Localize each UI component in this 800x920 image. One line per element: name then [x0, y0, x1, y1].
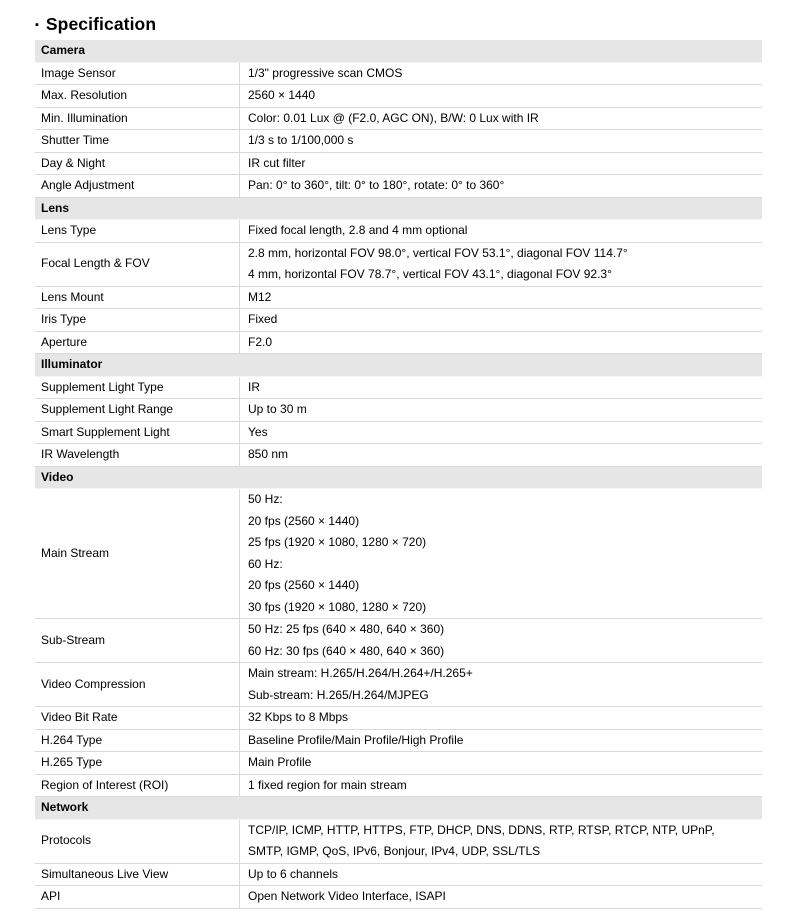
spec-label: Supplement Light Range	[35, 399, 240, 421]
spec-value-line: Up to 6 channels	[248, 866, 339, 881]
spec-row	[35, 85, 762, 108]
spec-row	[35, 63, 762, 86]
square-bullet-icon: ▪	[35, 18, 39, 31]
spec-value-line: Main stream: H.265/H.264/H.264+/H.265+	[248, 666, 473, 680]
spec-value-line: 1/3 s to 1/100,000 s	[248, 133, 354, 147]
spec-value-line: 2.8 mm, horizontal FOV 98.0°, vertical FOV 53.1°, diagonal FOV 114.7°	[248, 245, 628, 260]
spec-value-line: 32 Kbps to 8 Mbps	[248, 710, 349, 724]
spec-row	[35, 775, 762, 798]
spec-label: H.265 Type	[35, 752, 240, 774]
spec-value-line: F2.0	[248, 334, 273, 349]
spec-value	[240, 130, 762, 152]
spec-value	[240, 63, 762, 85]
spec-value-line: 850 nm	[248, 447, 289, 461]
spec-value-line: 1 fixed region for main stream	[248, 777, 407, 792]
spec-value	[240, 820, 762, 863]
spec-value-line: 30 fps (1920 × 1080, 1280 × 720)	[248, 599, 427, 614]
spec-value-line: Baseline Profile/Main Profile/High Profile	[248, 732, 464, 747]
spec-row	[35, 663, 762, 707]
spec-row	[35, 886, 762, 909]
spec-label: H.264 Type	[35, 730, 240, 752]
spec-label: Shutter Time	[35, 130, 240, 152]
spec-label: Iris Type	[35, 309, 240, 331]
section-header-illuminator: Illuminator	[35, 354, 762, 377]
spec-row	[35, 287, 762, 310]
spec-row	[35, 707, 762, 730]
spec-value-line: 60 Hz:	[248, 556, 283, 571]
spec-row	[35, 220, 762, 243]
spec-row	[35, 619, 762, 663]
spec-label: Video Bit Rate	[35, 707, 240, 729]
spec-row	[35, 243, 762, 287]
spec-value-line: Fixed	[248, 312, 278, 326]
spec-value-line: 50 Hz:	[248, 492, 283, 506]
spec-row	[35, 820, 762, 864]
spec-value	[240, 108, 762, 130]
spec-label: Sub-Stream	[35, 619, 240, 662]
spec-value	[240, 287, 762, 309]
spec-value-line: IR cut filter	[248, 155, 306, 170]
spec-label: Main Stream	[35, 489, 240, 618]
page-title-text: Specification	[45, 13, 157, 34]
spec-value-line: 20 fps (2560 × 1440)	[248, 578, 360, 592]
spec-label: Max. Resolution	[35, 85, 240, 107]
spec-row	[35, 108, 762, 131]
spec-row	[35, 730, 762, 753]
spec-value-line: Fixed focal length, 2.8 and 4 mm optional	[248, 223, 468, 237]
spec-value-line: M12	[248, 289, 272, 304]
spec-label: Video Compression	[35, 663, 240, 706]
spec-row	[35, 489, 762, 619]
spec-value	[240, 332, 762, 354]
spec-value	[240, 220, 762, 242]
spec-value-line: Sub-stream: H.265/H.264/MJPEG	[248, 687, 429, 702]
spec-value-line: 2560 × 1440	[248, 88, 316, 102]
spec-value-line: 20 fps (2560 × 1440)	[248, 513, 360, 528]
spec-value-line: 4 mm, horizontal FOV 78.7°, vertical FOV 43.1°, diagonal FOV 92.3°	[248, 267, 612, 281]
page-title	[35, 12, 765, 36]
spec-value-line: TCP/IP, ICMP, HTTP, HTTPS, FTP, DHCP, DNS, DDNS, RTP, RTSP, RTCP, NTP, UPnP,	[248, 822, 715, 837]
spec-label: Lens Type	[35, 220, 240, 242]
spec-value-line: Color: 0.01 Lux @ (F2.0, AGC ON), B/W: 0 Lux with IR	[248, 110, 539, 125]
spec-value-line: Pan: 0° to 360°, tilt: 0° to 180°, rotate: 0° to 360°	[248, 178, 505, 192]
spec-label: Angle Adjustment	[35, 175, 240, 197]
spec-value-line: 25 fps (1920 × 1080, 1280 × 720)	[248, 535, 427, 549]
spec-value	[240, 775, 762, 797]
spec-value	[240, 752, 762, 774]
spec-row	[35, 377, 762, 400]
spec-label: IR Wavelength	[35, 444, 240, 466]
spec-row	[35, 332, 762, 355]
spec-value-line: Open Network Video Interface, ISAPI	[248, 889, 446, 903]
spec-label: Supplement Light Type	[35, 377, 240, 399]
spec-label: Day & Night	[35, 153, 240, 175]
spec-label: Protocols	[35, 820, 240, 863]
spec-row	[35, 444, 762, 467]
spec-value	[240, 730, 762, 752]
spec-row	[35, 153, 762, 176]
spec-value	[240, 886, 762, 908]
spec-row	[35, 422, 762, 445]
spec-value	[240, 175, 762, 197]
spec-label: Simultaneous Live View	[35, 864, 240, 886]
spec-label: Min. Illumination	[35, 108, 240, 130]
spec-row	[35, 130, 762, 153]
spec-value	[240, 489, 762, 618]
spec-label: Aperture	[35, 332, 240, 354]
spec-label: Smart Supplement Light	[35, 422, 240, 444]
section-header-lens: Lens	[35, 198, 762, 221]
spec-value	[240, 399, 762, 421]
section-header-video: Video	[35, 467, 762, 490]
spec-row	[35, 864, 762, 887]
spec-row	[35, 399, 762, 422]
spec-value	[240, 444, 762, 466]
spec-value	[240, 153, 762, 175]
spec-label: API	[35, 886, 240, 908]
spec-value	[240, 864, 762, 886]
spec-value	[240, 243, 762, 286]
spec-row	[35, 175, 762, 198]
spec-row	[35, 752, 762, 775]
spec-value	[240, 422, 762, 444]
spec-value	[240, 309, 762, 331]
spec-value-line: Main Profile	[248, 755, 312, 769]
spec-value-line: Up to 30 m	[248, 402, 307, 416]
spec-label: Focal Length & FOV	[35, 243, 240, 286]
spec-value-line: 50 Hz: 25 fps (640 × 480, 640 × 360)	[248, 622, 445, 636]
spec-value	[240, 377, 762, 399]
spec-value	[240, 663, 762, 706]
spec-value	[240, 85, 762, 107]
spec-value-line: SMTP, IGMP, QoS, IPv6, Bonjour, IPv4, UDP, SSL/TLS	[248, 844, 541, 858]
spec-value-line: 60 Hz: 30 fps (640 × 480, 640 × 360)	[248, 643, 445, 658]
spec-row	[35, 309, 762, 332]
spec-label: Image Sensor	[35, 63, 240, 85]
spec-value	[240, 707, 762, 729]
spec-table	[35, 40, 762, 909]
section-header-camera: Camera	[35, 40, 762, 63]
spec-label: Lens Mount	[35, 287, 240, 309]
spec-label: Region of Interest (ROI)	[35, 775, 240, 797]
spec-value-line: 1/3" progressive scan CMOS	[248, 65, 403, 80]
section-header-network: Network	[35, 797, 762, 820]
spec-value-line: IR	[248, 379, 260, 394]
spec-value	[240, 619, 762, 662]
spec-value-line: Yes	[248, 424, 268, 439]
